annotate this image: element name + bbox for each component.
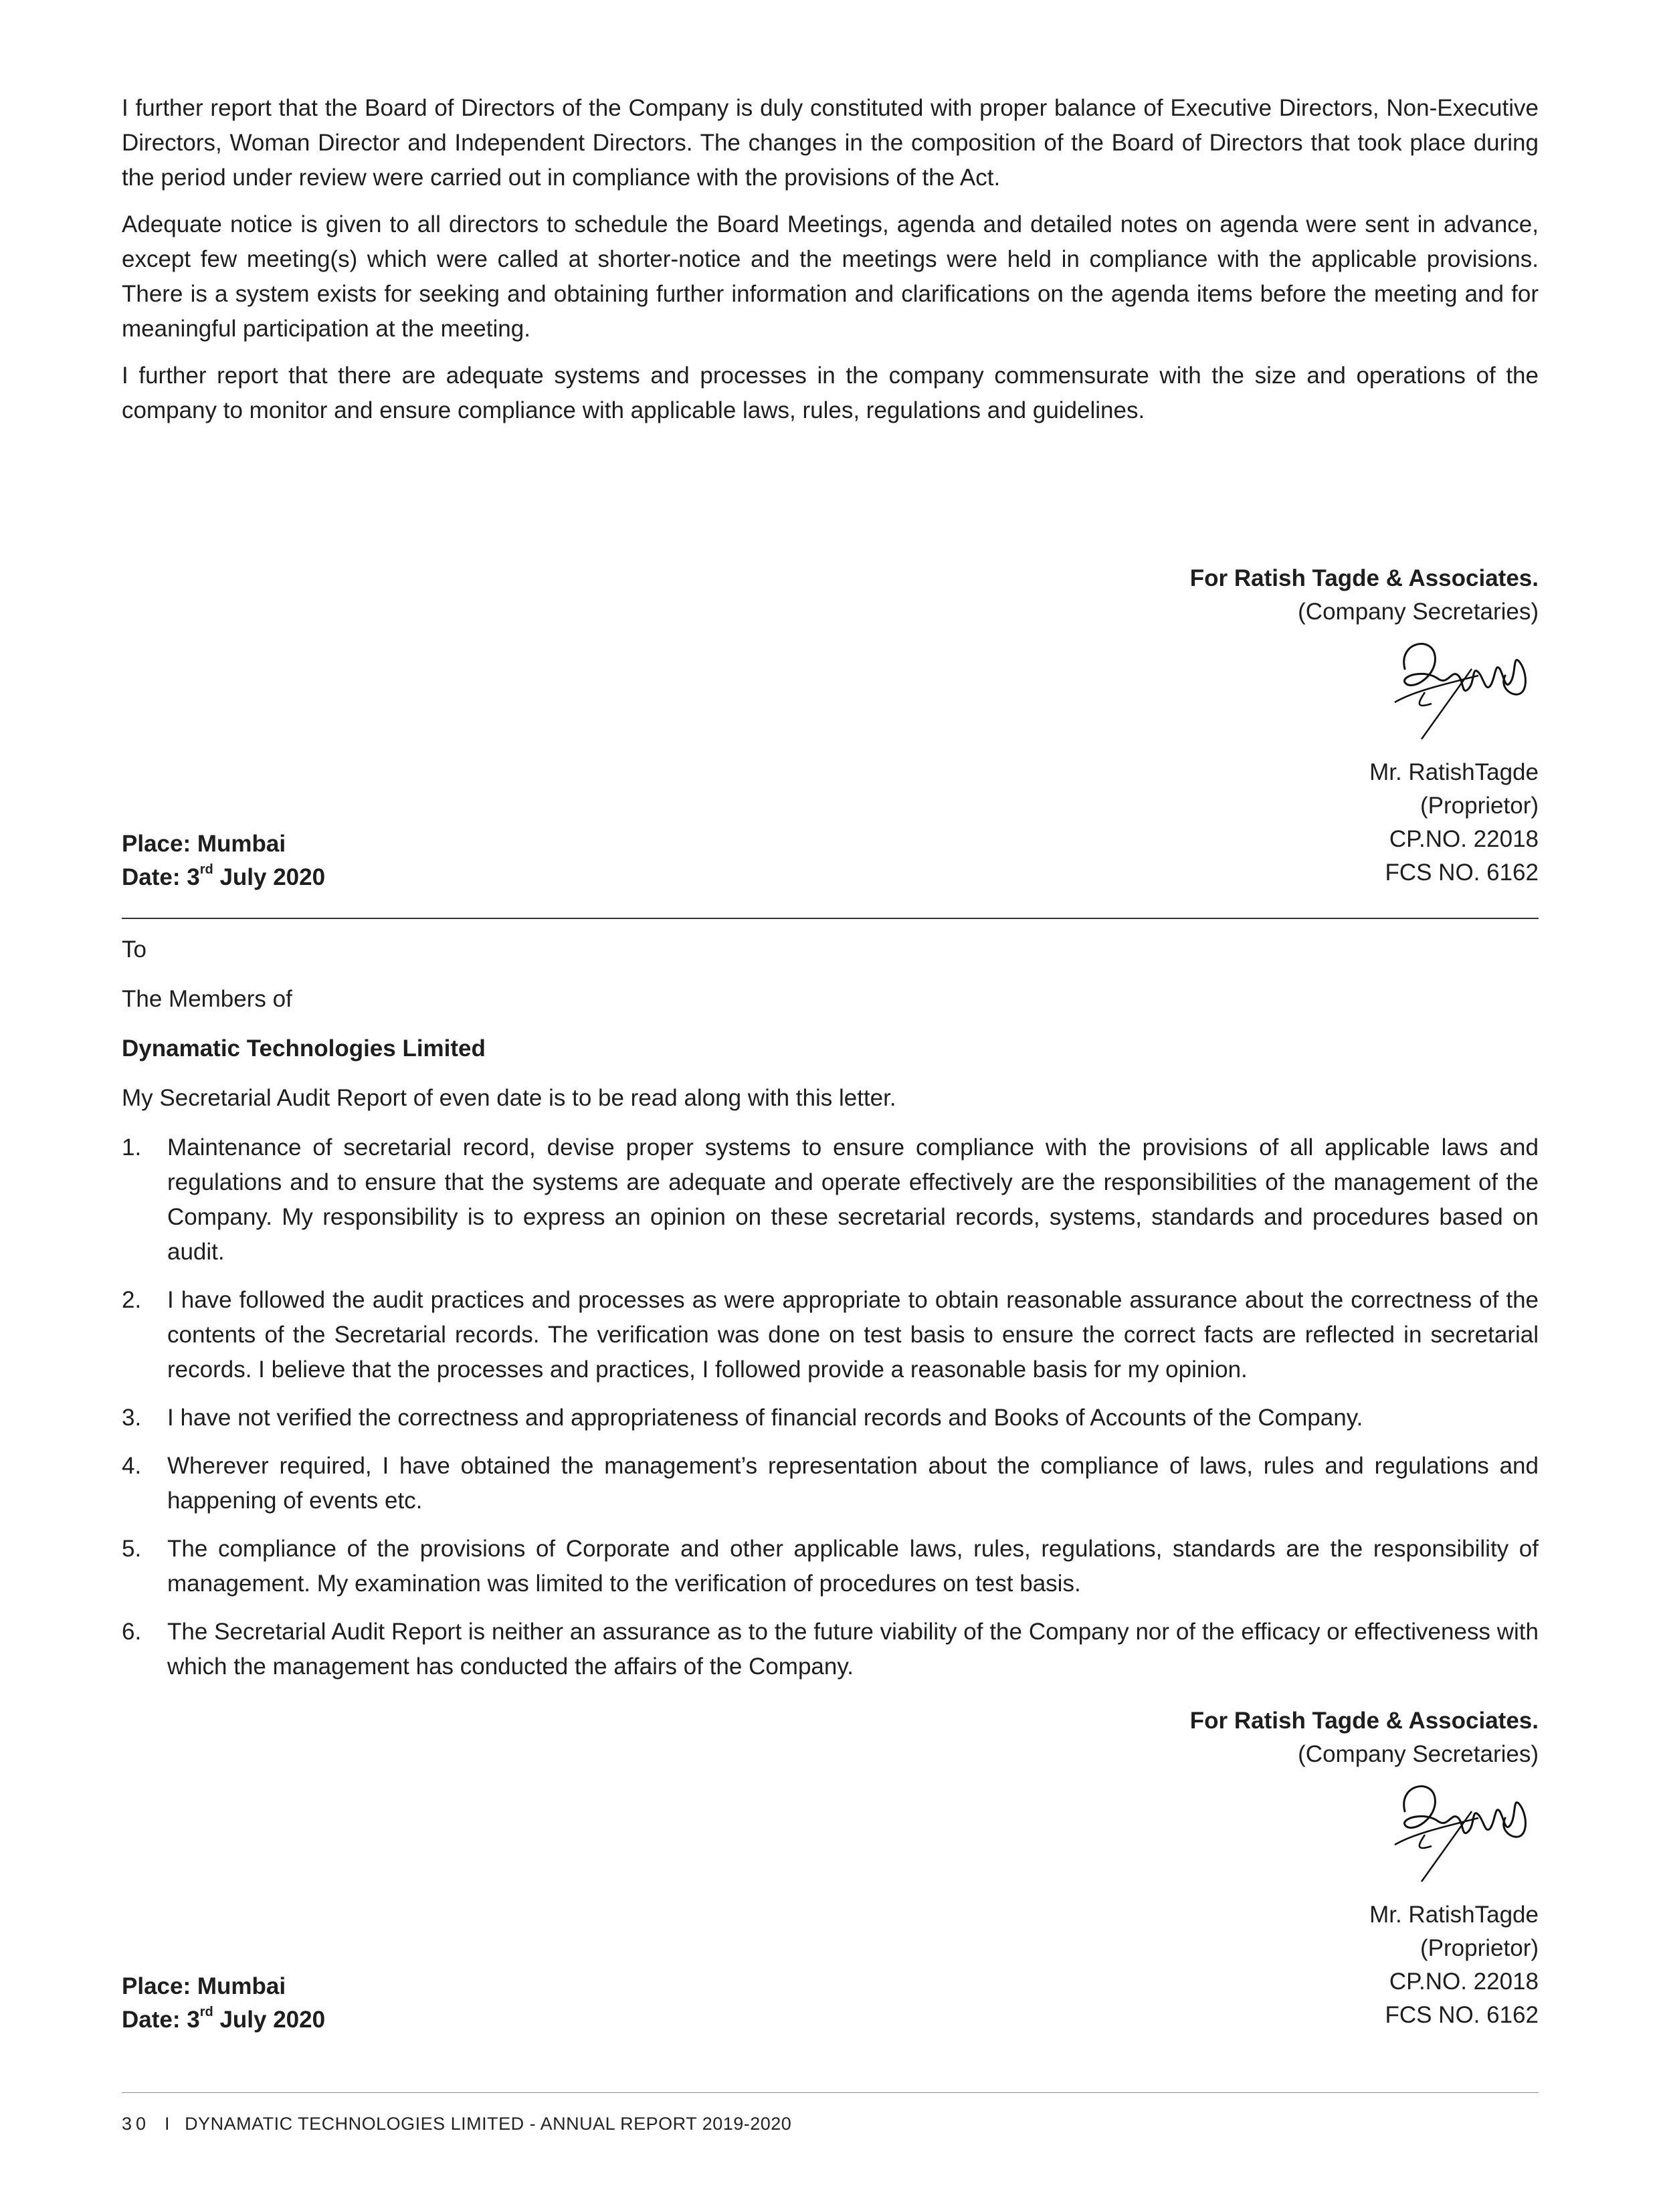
handwritten-signature xyxy=(1385,1771,1539,1898)
annexure-letter xyxy=(122,932,1539,1698)
firm-role: (Company Secretaries) xyxy=(1298,1741,1539,1767)
letter-company: Dynamatic Technologies Limited xyxy=(122,1035,486,1062)
letter-items xyxy=(122,1130,1539,1684)
firm-role: (Company Secretaries) xyxy=(1298,599,1539,625)
place-date-2 xyxy=(122,1970,325,2037)
page-footer xyxy=(122,2114,791,2134)
letter-to: To xyxy=(122,936,147,963)
date: Date: 3rd July 2020 xyxy=(122,2005,326,2033)
signatory-name: Mr. RatishTagde xyxy=(1369,1902,1539,1928)
section-divider xyxy=(122,918,1539,919)
firm-name: For Ratish Tagde & Associates. xyxy=(1189,565,1539,591)
list-item: 4. Wherever required, I have obtained the management’s representation about the compliance of laws, rules and regulations and happening of events etc. xyxy=(122,1453,1539,1514)
paragraph-board-constitution: I further report that the Board of Directors of the Company is duly constituted with proper balance of Executive Directors, Non-Executive Directors, Woman Director and Independent Directors. The changes in the composition of the Board of Directors that took place during the period under review were carried out in compliance with the provisions of the Act. xyxy=(122,95,1539,191)
footer-separator: I xyxy=(165,2114,171,2134)
cp-number: CP.NO. 22018 xyxy=(1389,1969,1539,1995)
cp-number: CP.NO. 22018 xyxy=(1389,826,1539,852)
signatory-title: (Proprietor) xyxy=(1420,793,1539,819)
fcs-number: FCS NO. 6162 xyxy=(1385,2002,1539,2028)
signatory-name: Mr. RatishTagde xyxy=(1369,759,1539,785)
list-item: 3. I have not verified the correctness and appropriateness of financial records and Books of Accounts of the Company. xyxy=(122,1405,1363,1431)
list-item: 1. Maintenance of secretarial record, devise proper systems to ensure compliance with the provisions of all applicable laws and regulations and to ensure that the systems are adequate and operate effectively are the responsibilities of the management of the Company. My responsibility is to express an opinion on these secretarial records, systems, standards and procedures based on audit. xyxy=(122,1134,1539,1265)
handwritten-signature xyxy=(1385,629,1539,756)
list-item: 6. The Secretarial Audit Report is neither an assurance as to the future viability of the Company nor of the efficacy or effectiveness with which the management has conducted the affairs of the Company. xyxy=(122,1619,1539,1680)
firm-name: For Ratish Tagde & Associates. xyxy=(1189,1708,1539,1734)
paragraph-adequate-systems: I further report that there are adequate systems and processes in the company commensurate with the size and operations of the company to monitor and ensure compliance with applicable laws, rules, regulations and guidelines. xyxy=(122,363,1539,423)
report-paragraphs xyxy=(122,91,1539,440)
date: Date: 3rd July 2020 xyxy=(122,862,326,890)
footer-text: DYNAMATIC TECHNOLOGIES LIMITED - ANNUAL REPORT 2019-2020 xyxy=(185,2114,792,2134)
footer-divider xyxy=(122,2092,1539,2093)
paragraph-adequate-notice: Adequate notice is given to all directors to schedule the Board Meetings, agenda and detailed notes on agenda were sent in advance, except few meeting(s) which were called at shorter-notice and the meetings were held in compliance with the applicable provisions. There is a system exists for seeking and obtaining further information and clarifications on the agenda items before the meeting and for meaningful participation at the meeting. xyxy=(122,211,1539,342)
letter-intro: My Secretarial Audit Report of even date is to be read along with this letter. xyxy=(122,1085,896,1111)
page xyxy=(122,0,1539,2212)
signature-block-2 xyxy=(1070,1704,1539,2032)
fcs-number: FCS NO. 6162 xyxy=(1385,860,1539,886)
letter-members: The Members of xyxy=(122,986,292,1012)
place: Place: Mumbai xyxy=(122,831,286,857)
signatory-title: (Proprietor) xyxy=(1420,1935,1539,1961)
list-item: 2. I have followed the audit practices and processes as were appropriate to obtain reasonable assurance about the correctness of the contents of the Secretarial records. The verification was done on test basis to ensure the correct facts are reflected in secretarial records. I believe that the processes and practices, I followed provide a reasonable basis for my opinion. xyxy=(122,1287,1539,1383)
signature-block-1 xyxy=(1070,562,1539,890)
place-date-1 xyxy=(122,827,325,894)
page-number: 30 xyxy=(122,2114,151,2134)
list-item: 5. The compliance of the provisions of Corporate and other applicable laws, rules, regulations, standards are the responsibility of management. My examination was limited to the verification of procedures on test basis. xyxy=(122,1536,1539,1597)
place: Place: Mumbai xyxy=(122,1973,286,1999)
